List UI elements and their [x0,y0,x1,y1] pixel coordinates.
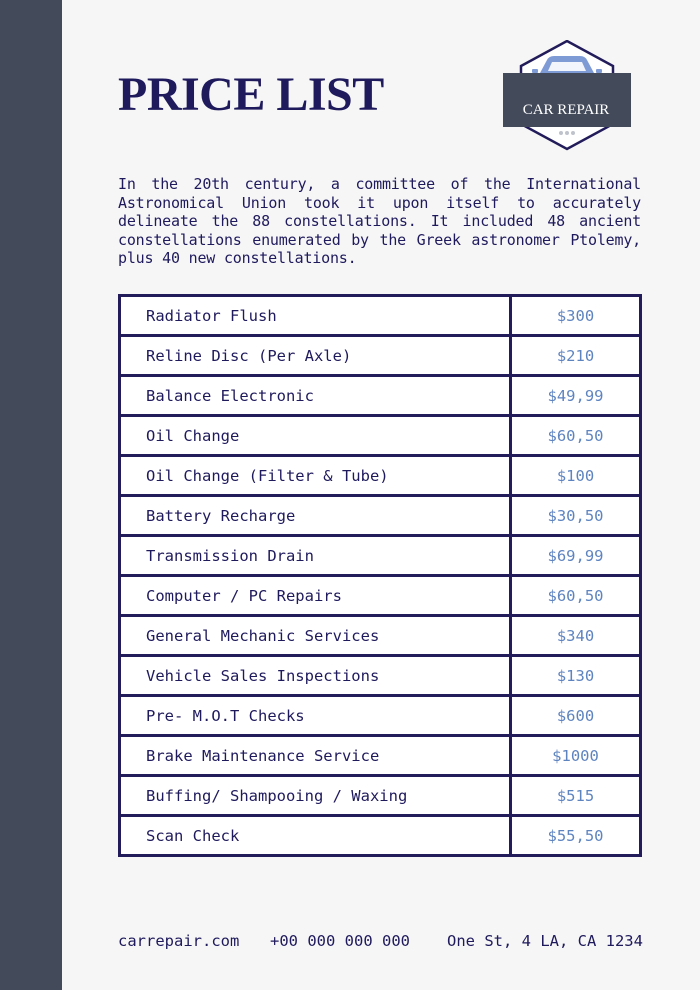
service-price: $100 [511,456,641,496]
price-row [120,656,641,696]
price-row [120,736,641,776]
price-table [118,294,642,857]
logo-text: CAR REPAIR [522,102,610,118]
service-price: $55,50 [511,816,641,856]
service-price: $60,50 [511,576,641,616]
price-row [120,376,641,416]
service-name: Oil Change (Filter & Tube) [120,456,511,496]
service-name: Vehicle Sales Inspections [120,656,511,696]
service-name: Balance Electronic [120,376,511,416]
service-name: Computer / PC Repairs [120,576,511,616]
service-price: $515 [511,776,641,816]
price-row [120,816,641,856]
service-name: Battery Recharge [120,496,511,536]
price-row [120,776,641,816]
price-row [120,296,641,336]
footer-address: One St, 4 LA, CA 1234 [447,932,643,950]
service-price: $1000 [511,736,641,776]
footer-phone: +00 000 000 000 [270,932,410,950]
price-row [120,416,641,456]
service-name: Oil Change [120,416,511,456]
service-name: Brake Maintenance Service [120,736,511,776]
footer-website: carrepair.com [118,932,240,950]
service-price: $69,99 [511,536,641,576]
service-name: Transmission Drain [120,536,511,576]
price-row [120,536,641,576]
service-price: $210 [511,336,641,376]
service-price: $60,50 [511,416,641,456]
service-name: Pre- M.O.T Checks [120,696,511,736]
service-price: $49,99 [511,376,641,416]
page-title: PRICE LIST [118,68,384,121]
service-price: $30,50 [511,496,641,536]
price-table-body [120,296,641,856]
service-name: Reline Disc (Per Axle) [120,336,511,376]
service-price: $340 [511,616,641,656]
price-row [120,456,641,496]
service-name: Radiator Flush [120,296,511,336]
service-name: General Mechanic Services [120,616,511,656]
left-sidebar-bar [0,0,62,990]
service-name: Buffing/ Shampooing / Waxing [120,776,511,816]
price-row [120,496,641,536]
price-row [120,336,641,376]
car-repair-logo [502,40,632,152]
service-price: $300 [511,296,641,336]
price-row [120,696,641,736]
price-row [120,616,641,656]
intro-paragraph: In the 20th century, a committee of the International Astronomical Union took it upon itself to accurately delineate the 88 constellations. It included 48 ancient constellations enumerated by the Greek astronomer Ptolemy, plus 40 new constellations. [118,175,641,268]
service-price: $600 [511,696,641,736]
price-row [120,576,641,616]
service-name: Scan Check [120,816,511,856]
logo-badge [502,40,632,152]
service-price: $130 [511,656,641,696]
